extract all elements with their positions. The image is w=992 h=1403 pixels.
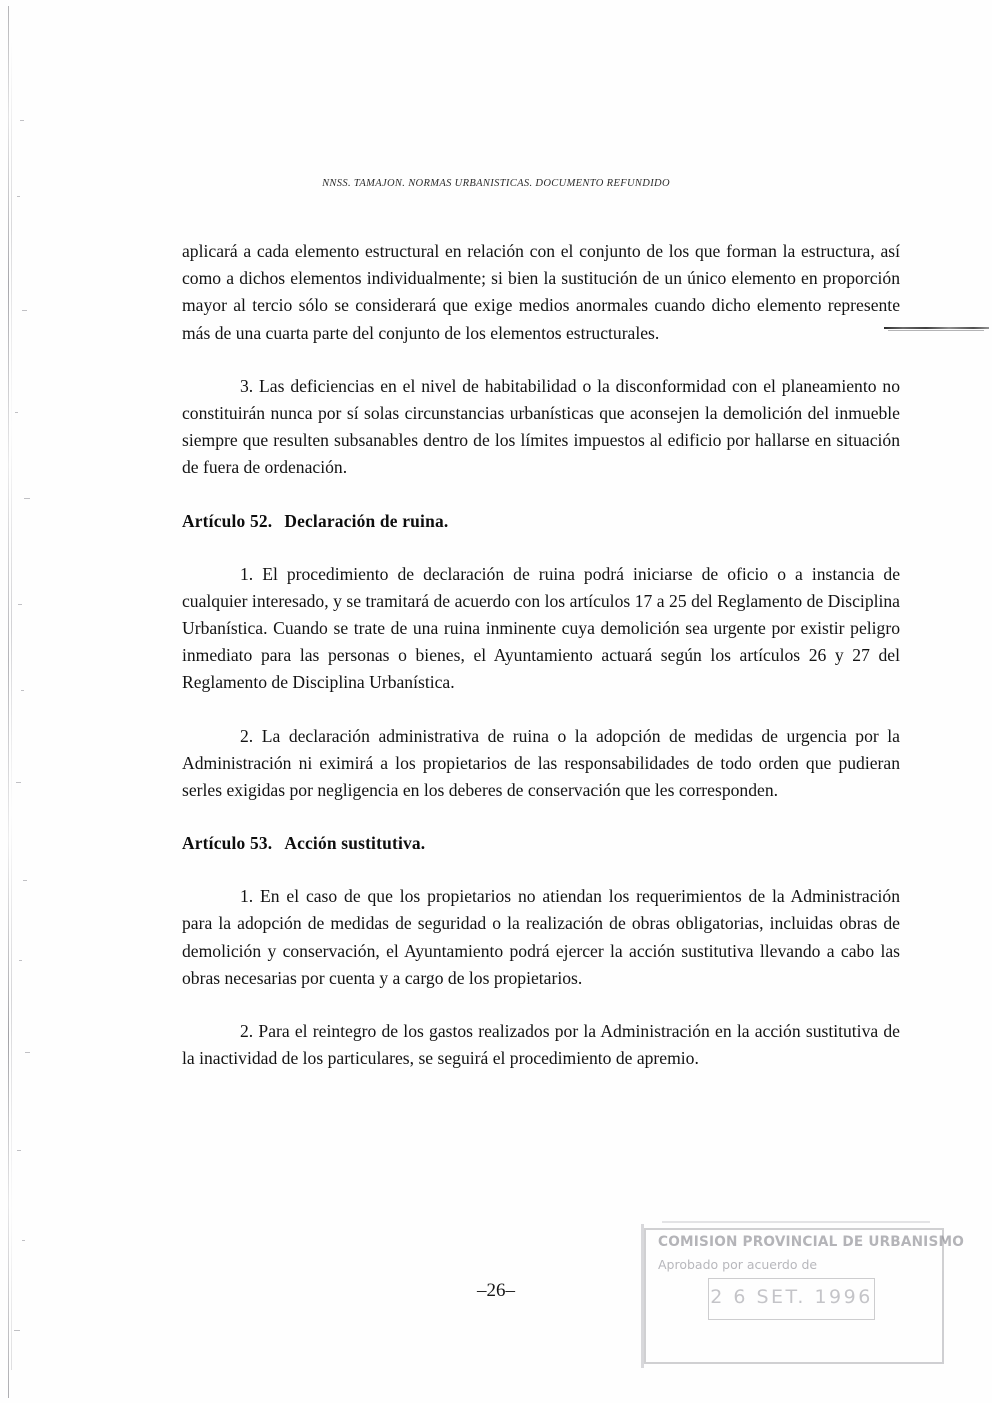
article-52-title: Declaración de ruina. [284,510,449,531]
article-53-paragraph-2: 2. Para el reintegro de los gastos realizados por la Administración en la acción sustitutiva de la inactividad de los particulares, se seguirá el procedimiento de apremio. [182,1021,900,1069]
scan-streak-primary [8,6,9,1398]
scan-speck [25,1052,30,1053]
stamp-left-edge [641,1224,644,1368]
article-53-title: Acción sustitutiva. [284,833,426,854]
scan-speck [19,960,22,961]
stamp-title: COMISION PROVINCIAL DE URBANISMO [658,1234,964,1250]
article-52-paragraph-1: 1. El procedimiento de declaración de ruina podrá iniciarse de oficio o a instancia de cualquier interesado, y se tramitará de acuerdo con los artículos 17 a 25 del Reglamento de Disciplina Urbanística. Cuando se trate de una ruina inminente cuya demolición sea urgente por existir peligro inmediato para las personas o bienes, el Ayuntamiento actuará según los artículos 26 y 27 del Reglamento de Disciplina Urbanística. [182,563,900,693]
scan-speck [17,1150,21,1151]
scan-speck [14,1330,20,1331]
stamp-subtitle: Aprobado por acuerdo de [658,1257,818,1272]
scan-speck [22,1240,25,1241]
scan-streak-secondary [11,40,12,1370]
scan-speck [17,196,20,197]
running-header: NNSS. TAMAJON. NORMAS URBANISTICAS. DOCUMENTO REFUNDIDO [322,178,670,189]
scan-speck [24,498,30,499]
scan-speck [20,120,24,121]
page-number: –26– [477,1280,515,1301]
stamp-top-edge [662,1221,930,1223]
article-52-paragraph-2: 2. La declaración administrativa de ruina o la adopción de medidas de urgencia por la Administración ni eximirá a los propietarios de las responsabilidades de todo orden que pudieran serles exigidas por negligencia en los deberes de conservación que les corresponden. [182,725,900,801]
paragraph-continued: aplicará a cada elemento estructural en relación con el conjunto de los que forman la estructura, así como a dichos elementos individualmente; si bien la sustitución de un único elemento en proporción mayor al tercio sólo se considerará que exige medios anormales cuando dicho elemento represente más de una cuarta parte del conjunto de los elementos estructurales. [182,241,900,343]
paragraph-3: 3. Las deficiencias en el nivel de habitabilidad o la disconformidad con el planeamiento no constituirán nunca por sí solas circunstancias urbanísticas que aconsejen la demolición del inmueble siempre que resulten subsanables dentro de los límites impuestos al edificio por hallarse en situación de fuera de ordenación. [182,375,900,478]
article-52-heading [182,508,900,535]
article-53-heading [182,830,900,857]
text-column [182,238,900,1072]
ink-smudge-artifact-secondary [888,330,984,331]
scan-speck [16,782,21,783]
scan-speck [15,412,18,413]
scan-speck [23,880,27,881]
article-53-paragraph-1: 1. En el caso de que los propietarios no atiendan los requerimientos de la Administración para la adopción de medidas de seguridad o la realización de obras obligatorias, incluidas obras de demolición y conservación, el Ayuntamiento podrá ejercer la acción sustitutiva llevando a cabo las obras necesarias por cuenta y a cargo de los propietarios. [182,886,900,988]
approval-stamp [644,1228,964,1364]
article-53-number: Artículo 53. [182,833,273,854]
scan-speck [18,604,22,605]
stamp-date: 2 6 SET. 1996 [710,1286,873,1308]
scan-speck [22,310,27,311]
ink-smudge-artifact [884,327,989,329]
stamp-date-box [708,1278,875,1320]
article-52-number: Artículo 52. [182,510,273,531]
scan-speck [21,690,24,691]
scan-edge-artifacts [0,0,46,1403]
